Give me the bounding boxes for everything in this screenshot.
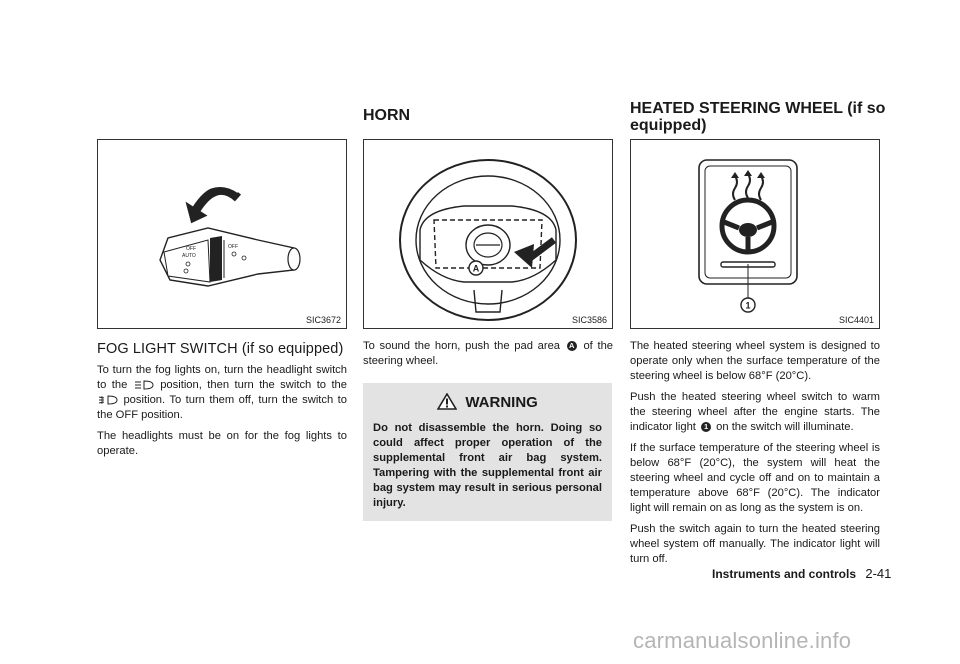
warning-text: Do not disassemble the horn. Doing so could affect proper operation of the supplemental front air bag system. Tampering with the supplemental front air bag system may result in serious personal injury. [373,422,602,509]
heated-paragraph-1: The heated steering wheel system is designed to operate only when the surface temperature of the steering wheel is below 68°F (20°C). [630,340,880,382]
callout-a-badge: A [567,341,577,351]
heated-text-b: on the switch will illuminate. [716,421,854,433]
heated-paragraph-4: Push the switch again to turn the heated steering wheel system off manually. The indicator light will turn off. [630,523,880,565]
fog-light-icon [97,395,119,405]
headlight-icon [133,380,155,390]
horn-text-b: of the steering wheel. [363,340,614,367]
figure-code: SIC3586 [571,315,607,325]
heated-steering-column [630,92,880,573]
fog-light-column [97,92,347,465]
horn-paragraph [363,339,613,369]
horn-heading: HORN [363,107,411,124]
callout-1: 1 [745,300,751,311]
fog-text-b: position, then turn the switch to the [160,379,348,391]
heated-paragraph-3: If the surface temperature of the steering wheel is below 68°F (20°C), the system will heat the steering wheel and cycle off and on to maintain a temperature above 68°F (20°C). The indicator light will remain on as long as the system is on. [630,442,880,514]
warning-header [373,393,602,411]
heated-switch-illustration [631,140,879,328]
figure-code: SIC4401 [838,315,874,325]
switch-label-auto: AUTO [182,253,196,259]
warning-box [363,383,612,521]
fog-light-title: FOG LIGHT SWITCH (if so equipped) [97,341,344,357]
warning-title: WARNING [465,394,538,411]
page-number: 2-41 [865,566,892,581]
heated-heading-line1: HEATED STEERING WHEEL (if so [630,100,886,117]
heated-text-a: Push the heated steering wheel switch to warm the steering wheel after the engine starts. The indicator light [630,391,880,433]
warning-triangle-icon [437,393,457,410]
footer-section: Instruments and controls [712,567,857,581]
callout-1-badge: 1 [701,422,711,432]
fog-text-a: To turn the fog lights on, turn the headlight switch to the [97,364,347,391]
switch-label-off: OFF [186,246,196,252]
lever-switch-illustration [98,140,346,328]
horn-column [363,92,613,521]
fog-text-c: position. To turn them off, turn the switch to the OFF position. [97,394,348,421]
page-footer [712,566,891,581]
steering-wheel-illustration [364,140,612,328]
watermark: carmanualsonline.info [633,628,852,653]
horn-figure [363,139,613,329]
heated-paragraph-2 [630,390,880,435]
fog-light-figure [97,139,347,329]
heated-steering-figure [630,139,880,329]
callout-a: A [472,263,480,274]
heated-heading-line2: equipped) [630,117,707,134]
figure-code: SIC3672 [305,315,341,325]
horn-text-a: To sound the horn, push the pad area [363,340,561,352]
switch-label-off-2: OFF [228,244,238,250]
fog-paragraph-1 [97,363,347,423]
fog-paragraph-2: The headlights must be on for the fog lights to operate. [97,430,347,457]
